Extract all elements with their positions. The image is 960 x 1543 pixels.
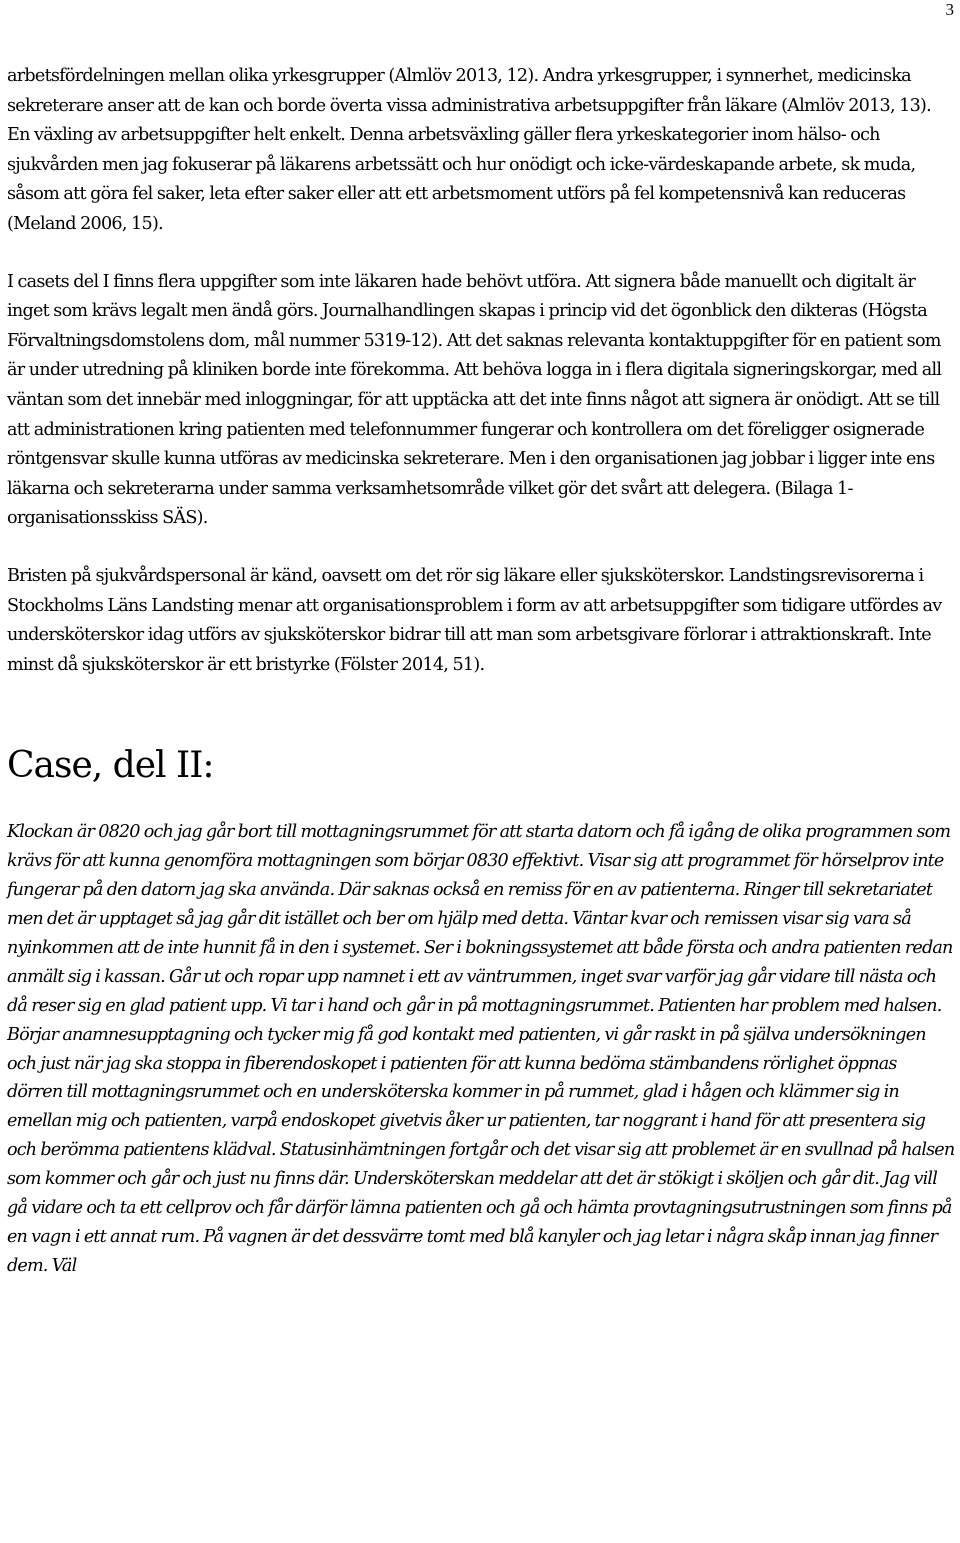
paragraph-case-part-one-analysis: I casets del I finns flera uppgifter som inte läkaren hade behövt utföra. Att signera både manuellt och digitalt är inget som krävs legalt men ändå görs. Journalhandlingen skapas i princip vid det ögonblick den dikteras (Högsta Förvaltningsdomstolens dom, mål nummer 5319-12). Att det saknas relevanta kontaktuppgifter för en patient som är under utredning på kliniken borde inte förekomma. Att behöva logga in i flera digitala signeringskorgar, med all väntan som det innebär med inloggningar, för att upptäcka att det inte finns något att signera är onödigt. Att se till att administrationen kring patienten med telefonnummer fungerar och kontrollera om det föreligger osignerade röntgensvar skulle kunna utföras av medicinska sekreterare. Men i den organisationen jag jobbar i ligger inte ens läkarna och sekreterarna under samma verksamhetsområde vilket gör det svårt att delegera. (Bilaga 1-organisationsskiss SÄS). (7, 271, 942, 529)
document-body (7, 62, 955, 1298)
paragraph-work-distribution: arbetsfördelningen mellan olika yrkesgrupper (Almlöv 2013, 12). Andra yrkesgrupper, i synnerhet, medicinska sekreterare anser att de kan och borde överta vissa administrativa arbetsuppgifter från läkare (Almlöv 2013, 13). En växling av arbetsuppgifter helt enkelt. Denna arbetsväxling gäller flera yrkeskategorier inom hälso- och sjukvården men jag fokuserar på läkarens arbetssätt och hur onödigt och icke-värdeskapande arbete, sk muda, såsom att göra fel saker, leta efter saker eller att ett arbetsmoment utförs på fel kompetensnivå kan reduceras (Meland 2006, 15). (7, 66, 932, 234)
case-heading: Case, del II: (7, 745, 214, 787)
case-narrative: Klockan är 0820 och jag går bort till mottagningsrummet för att starta datorn och få igång de olika programmen som krävs för att kunna genomföra mottagningen som börjar 0830 effektivt. Visar sig att programmet för hörselprov inte fungerar på den datorn jag ska använda. Där saknas också en remiss för en av patienterna. Ringer till sekretariatet men det är upptaget så jag går dit istället och ber om hjälp med detta. Väntar kvar och remissen visar sig vara så nyinkommen att de inte hunnit få in den i systemet. Ser i bokningssystemet att både första och andra patienten redan anmält sig i kassan. Går ut och ropar upp namnet i ett av väntrummen, inget svar varför jag går vidare till nästa och då reser sig en glad patient upp. Vi tar i hand och går in på mottagningsrummet. Patienten har problem med halsen. Börjar anamnesupptagning och tycker mig få god kontakt med patienten, vi går raskt in på själva undersökningen och just när jag ska stoppa in fiberendoskopet i patienten för att kunna bedöma stämbandens rörlighet öppnas dörren till mottagningsrummet och en undersköterska kommer in på rummet, glad i hågen och klämmer sig in emellan mig och patienten, varpå endoskopet givetvis åker ur patienten, tar noggrant i hand för att presentera sig och berömma patientens klädval. Statusinhämtningen fortgår och det visar sig att problemet är en svullnad på halsen som kommer och går och just nu finns där. Undersköterskan meddelar att det är stökigt i sköljen och går dit. Jag vill gå vidare och ta ett cellprov och får därför lämna patienten och gå och hämta provtagningsutrustningen som finns på en vagn i ett annat rum. På vagnen är det dessvärre tomt med blå kanyler och jag letar i några skåp innan jag finner dem. Väl (7, 822, 955, 1276)
paragraph-staff-shortage: Bristen på sjukvårdspersonal är känd, oavsett om det rör sig läkare eller sjuksköterskor. Landstingsrevisorerna i Stockholms Läns Landsting menar att organisationsproblem i form av att arbetsuppgifter som tidigare utfördes av undersköterskor idag utförs av sjuksköterskor bidrar till att man som arbetsgivare förlorar i attraktionskraft. Inte minst då sjuksköterskor är ett bristyrke (Fölster 2014, 51). (7, 565, 942, 675)
page-number: 3 (945, 0, 954, 19)
